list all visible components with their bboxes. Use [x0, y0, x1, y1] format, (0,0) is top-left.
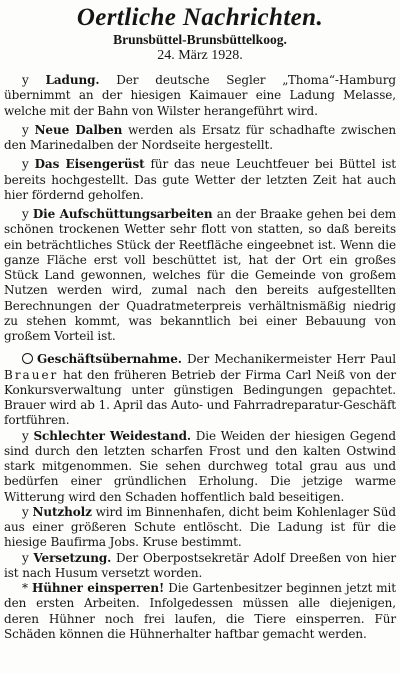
item-marker: y: [22, 428, 29, 443]
item-keyword: Ladung.: [45, 73, 100, 87]
item-text: Der deutsche Segler „Thoma“-Hamburg übernimmt an der hiesigen Kaimauer eine Ladung Melasse, welche mit der Bahn von Wilster herangeführt wird.: [4, 73, 397, 118]
news-item-geschaeftsuebernahme: [4, 352, 396, 428]
item-text: Die Gartenbesitzer beginnen jetzt mit den ersten Arbeiten. Infolgedessen müssen alle diejenigen, deren Hühner noch frei laufen, die Tiere einsperren. Für Schäden können die Hühnerhalter haftbar gemacht werden.: [4, 581, 396, 641]
item-text: Die Weiden der hiesigen Gegend sind durch den letzten scharfen Frost und den kalten Ostwind stark mitgenommen. Sie sehen durchweg total grau aus und bedürfen einer gründlichen Erholung. Die jetzige warme Witterung wird den Schaden hoffentlich bald beseitigen.: [4, 428, 397, 504]
item-text: an der Braake gehen bei dem schönen trockenen Wetter sehr flott von statten, so daß bereits ein beträchtliches Stück der Reetfläche eingeebnet ist. Wenn die ganze Fläche erst voll beschüttet ist, hat der Ort ein großes Stück Land gewonnen, welches für die Gemeinde von großem Nutzen werden wird, zumal nach den bereits aufgestellten Berechnungen der Quadratmeterpreis verhältnismäßig niedrig zu stehen kommt, was bekanntlich bei einer Bebauung von großem Vorteil ist.: [4, 207, 396, 343]
issue-date: 24. März 1928.: [157, 48, 243, 63]
news-items: [0, 64, 400, 642]
item-text: Der Oberpostsekretär Adolf Dreeßen von hier ist nach Husum versetzt worden.: [4, 550, 397, 580]
item-marker: *: [22, 581, 28, 595]
item-keyword: Schlechter Weidestand.: [33, 428, 191, 443]
column-subtitle: Brunsbüttel-Brunsbüttelkoog.: [113, 32, 287, 47]
news-item-nutzholz: [4, 505, 396, 551]
item-keyword: Neue Dalben: [34, 122, 123, 137]
item-keyword: Die Aufschüttungsarbeiten: [32, 207, 213, 221]
news-item-neue-dalben: [4, 123, 396, 154]
circle-marker-icon: [22, 353, 33, 364]
item-marker: y: [22, 157, 29, 172]
item-text: für das neue Leuchtfeuer bei Büttel ist bereits hochgestellt. Das gute Wetter der letzten Zeit hat auch hier fördernd geholfen.: [4, 157, 397, 202]
item-keyword: Nutzholz: [32, 504, 92, 519]
column-title: Oertliche Nachrichten.: [76, 4, 324, 31]
news-item-ladung: [4, 73, 396, 119]
item-marker: y: [22, 504, 29, 519]
item-marker: y: [22, 550, 29, 565]
news-item-aufschuettungsarbeiten: [4, 207, 396, 344]
item-text: hat den früheren Betrieb der Firma Carl Neiß von der Konkursverwaltung unter günstigen Bedingungen gepachtet. Brauer wird ab 1. April das Auto- und Fahrradreparatur-Geschäft fortführen.: [4, 367, 397, 428]
spaced-name: Brauer: [4, 367, 59, 382]
item-marker: y: [22, 73, 29, 87]
news-item-eisengeruest: [4, 157, 396, 203]
item-marker: y: [22, 207, 29, 221]
item-text: wird im Binnenhafen, dicht beim Kohlenlager Süd aus einer größeren Schute entlöscht. Die Ladung ist für die hiesige Baufirma Jobs. Kruse bestimmt.: [4, 504, 397, 550]
item-text: werden als Ersatz für schadhafte zwischen den Marinedalben der Nordseite hergestellt.: [4, 122, 397, 152]
item-keyword: Geschäftsübernahme.: [37, 352, 182, 367]
item-keyword: Hühner einsperren!: [31, 581, 165, 595]
item-keyword: Versetzung.: [33, 550, 112, 565]
item-text: Der Mechanikermeister Herr Paul: [186, 352, 396, 367]
news-item-weidestand: [4, 429, 396, 505]
news-item-huehner: [4, 581, 396, 642]
item-marker: y: [22, 122, 29, 137]
news-item-versetzung: [4, 551, 396, 582]
column-header: [0, 0, 400, 64]
item-keyword: Das Eisengerüst: [34, 157, 145, 172]
